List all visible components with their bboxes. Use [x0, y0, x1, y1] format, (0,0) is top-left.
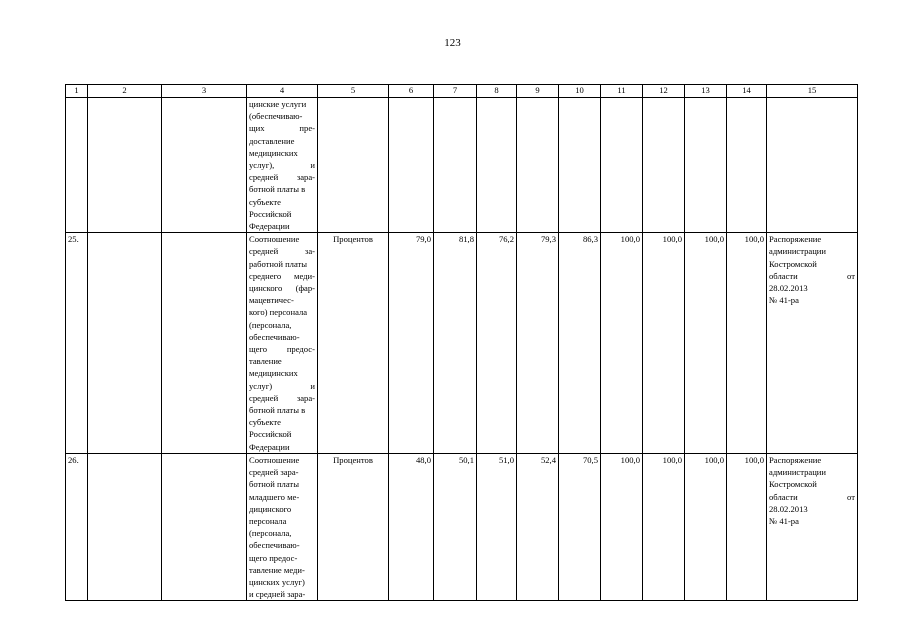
indicator-name	[247, 98, 318, 233]
column-header-14: 14	[727, 85, 767, 98]
value-cell	[389, 98, 434, 233]
column-header-3: 3	[162, 85, 247, 98]
value-cell: 86,3	[559, 233, 601, 454]
indicator-name-line: средней зара-	[249, 172, 315, 183]
table-row	[66, 233, 858, 454]
cell-col3	[162, 98, 247, 233]
value-cell	[643, 98, 685, 233]
indicator-name-line: средней за-	[249, 246, 315, 257]
indicator-name-line: медицинских	[249, 368, 298, 379]
indicator-name-line: цинских услуг)	[249, 576, 305, 587]
indicator-name-line: работной платы	[249, 258, 308, 269]
indicator-name-line: Соотношение	[249, 454, 300, 465]
value-cell: 100,0	[727, 233, 767, 454]
source-document-line: администрации	[769, 467, 827, 478]
value-cell: 100,0	[685, 453, 727, 600]
column-header-15: 15	[767, 85, 858, 98]
indicator-name-line: щего предос-	[249, 344, 315, 355]
indicator-name-line: доставление	[249, 135, 295, 146]
table-row	[66, 98, 858, 233]
table-body	[66, 98, 858, 601]
source-document-line: администрации	[769, 246, 827, 257]
indicator-name-line: тавление меди-	[249, 564, 305, 575]
value-cell: 79,3	[517, 233, 559, 454]
indicator-name-line: щих пре-	[249, 123, 315, 134]
source-document	[767, 98, 858, 233]
column-header-1: 1	[66, 85, 88, 98]
indicator-name-line: Российской	[249, 429, 292, 440]
value-cell: 100,0	[727, 453, 767, 600]
source-document-line: 28.02.2013	[769, 503, 808, 514]
value-cell	[685, 98, 727, 233]
indicator-name-line: услуг) и	[249, 380, 315, 391]
indicator-name-line: щего предос-	[249, 552, 298, 563]
column-header-10: 10	[559, 85, 601, 98]
value-cell	[559, 98, 601, 233]
row-index: 25.	[66, 233, 88, 454]
column-header-4: 4	[247, 85, 318, 98]
source-document-line: № 41-ра	[769, 515, 799, 526]
cell-col2	[88, 453, 162, 600]
indicator-name-line: средней зара-	[249, 392, 315, 403]
indicator-name-line: (персонала,	[249, 319, 292, 330]
indicator-name-line: Российской	[249, 208, 292, 219]
indicator-name-line: ботной платы	[249, 479, 299, 490]
indicator-name-line: персонала	[249, 515, 287, 526]
value-cell	[477, 98, 517, 233]
row-index: 26.	[66, 453, 88, 600]
value-cell: 48,0	[389, 453, 434, 600]
cell-col2	[88, 233, 162, 454]
source-document-line: области от	[769, 270, 855, 281]
column-header-12: 12	[643, 85, 685, 98]
source-document-line: Распоряжение	[769, 234, 822, 245]
indicator-name-line: субъекте	[249, 417, 281, 428]
indicator-name-line: мацевтичес-	[249, 295, 294, 306]
row-index	[66, 98, 88, 233]
column-header-2: 2	[88, 85, 162, 98]
source-document-line: 28.02.2013	[769, 283, 808, 294]
source-document-line: Костромской	[769, 479, 817, 490]
cell-col2	[88, 98, 162, 233]
indicator-name-line: обеспечиваю-	[249, 331, 300, 342]
value-cell: 100,0	[685, 233, 727, 454]
value-cell: 51,0	[477, 453, 517, 600]
column-header-7: 7	[434, 85, 477, 98]
indicator-name-line: обеспечиваю-	[249, 540, 300, 551]
value-cell: 100,0	[601, 233, 643, 454]
value-cell: 100,0	[601, 453, 643, 600]
indicator-name-line: субъекте	[249, 196, 281, 207]
source-document-line: Распоряжение	[769, 454, 822, 465]
column-header-11: 11	[601, 85, 643, 98]
page-number: 123	[444, 37, 461, 49]
value-cell: 81,8	[434, 233, 477, 454]
indicator-name-line: Соотношение	[249, 234, 300, 245]
indicator-name-line: (персонала,	[249, 528, 292, 539]
indicator-name-line: Федерации	[249, 441, 290, 452]
indicator-name	[247, 453, 318, 600]
indicator-name-line: цинские услуги	[249, 99, 307, 109]
indicator-name-line: Федерации	[249, 221, 290, 232]
indicator-name-line: и средней зара-	[249, 589, 306, 600]
unit-cell: Процентов	[318, 233, 389, 454]
unit-cell: Процентов	[318, 453, 389, 600]
source-document-line: № 41-ра	[769, 295, 799, 306]
indicator-name-line: средней зара-	[249, 467, 299, 478]
header-row	[66, 85, 858, 98]
indicator-name-line: кого) персонала	[249, 307, 308, 318]
value-cell: 50,1	[434, 453, 477, 600]
value-cell: 70,5	[559, 453, 601, 600]
indicator-name-line: медицинских	[249, 147, 298, 158]
indicator-name-line: младшего ме-	[249, 491, 300, 502]
value-cell	[434, 98, 477, 233]
source-document	[767, 233, 858, 454]
unit-cell	[318, 98, 389, 233]
indicators-table	[65, 84, 858, 601]
value-cell: 79,0	[389, 233, 434, 454]
value-cell: 76,2	[477, 233, 517, 454]
indicator-name-line: ботной платы в	[249, 405, 306, 416]
value-cell	[727, 98, 767, 233]
cell-col3	[162, 453, 247, 600]
indicator-name	[247, 233, 318, 454]
value-cell: 100,0	[643, 233, 685, 454]
indicator-name-line: дицинского	[249, 503, 292, 514]
column-header-6: 6	[389, 85, 434, 98]
column-header-5: 5	[318, 85, 389, 98]
source-document-line: Костромской	[769, 258, 817, 269]
indicator-name-line: (обеспечиваю-	[249, 111, 303, 122]
indicator-name-line: тавление	[249, 356, 282, 367]
indicator-name-line: ботной платы в	[249, 184, 306, 195]
value-cell	[601, 98, 643, 233]
cell-col3	[162, 233, 247, 454]
indicator-name-line: услуг), и	[249, 160, 315, 171]
value-cell: 100,0	[643, 453, 685, 600]
source-document-line: области от	[769, 491, 855, 502]
column-header-13: 13	[685, 85, 727, 98]
source-document	[767, 453, 858, 600]
column-header-8: 8	[477, 85, 517, 98]
column-header-9: 9	[517, 85, 559, 98]
table-row	[66, 453, 858, 600]
indicator-name-line: среднего меди-	[249, 270, 315, 281]
value-cell: 52,4	[517, 453, 559, 600]
value-cell	[517, 98, 559, 233]
indicator-name-line: цинского (фар-	[249, 283, 315, 294]
